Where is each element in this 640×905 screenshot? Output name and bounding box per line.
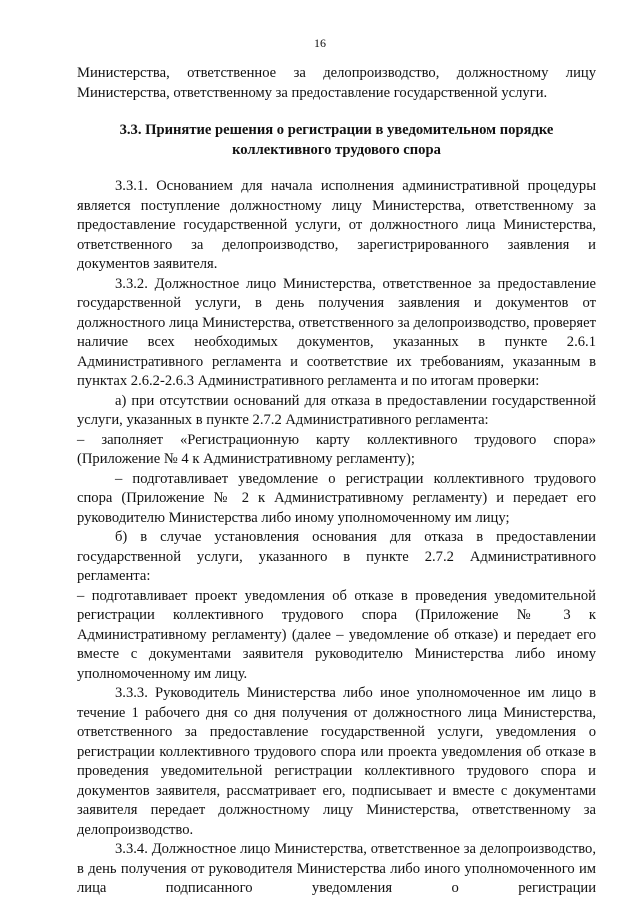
- paragraph-dash-fill-card: – заполняет «Регистрационную карту коллективного трудового спора» (Приложение № 4 к Административному регламенту);: [77, 431, 596, 467]
- section-heading-line-1: 3.3. Принятие решения о регистрации в уведомительном порядке: [119, 122, 554, 138]
- paragraph-dash-prepare-notice: – подготавливает уведомление о регистрации коллективного трудового спора (Приложение № 2 к Административному регламенту) и передает его руководителю Министерства либо иному уполномоченному им лицу;: [77, 470, 596, 526]
- page-number: 16: [314, 36, 326, 50]
- section-heading-line-2: коллективного трудового спора: [232, 141, 441, 158]
- paragraph-3-3-4: 3.3.4. Должностное лицо Министерства, ответственное за делопроизводство, в день получения от руководителя Министерства либо иного уполномоченного им лица подписанного уведомления о регистрации: [77, 841, 596, 896]
- paragraph-3-3-1: 3.3.1. Основанием для начала исполнения административной процедуры является поступление должностному лицу Министерства, ответственному за предоставление государственной услуги, от должностного лица Министерства, ответственного за делопроизводство, зарегистрированного заявления и документов заявителя.: [77, 178, 596, 272]
- paragraph-item-b: б) в случае установления основания для отказа в предоставлении государственной услуги, указанного в пункте 2.7.2 Административного регламента:: [77, 529, 596, 584]
- paragraph-dash-prepare-refusal: – подготавливает проект уведомления об отказе в проведения уведомительной регистрации коллективного трудового спора (Приложение № 3 к Административному регламенту) (далее – уведомление об отказе) и передает его вместе с документами заявителя руководителю Министерства либо иному уполномоченному им лицу.: [77, 587, 596, 682]
- paragraph-continuation: Министерства, ответственное за делопроизводство, должностному лицу Министерства, ответственному за предоставление государственной услуги.: [77, 65, 596, 101]
- section-heading: [77, 121, 596, 160]
- paragraph-item-a: а) при отсутствии оснований для отказа в предоставлении государственной услуги, указанных в пункте 2.7.2 Административного регламента:: [77, 392, 596, 428]
- document-body: [77, 64, 596, 899]
- paragraph-3-3-2: 3.3.2. Должностное лицо Министерства, ответственное за предоставление государственной услуги, в день получения заявления и документов от должностного лица Министерства, ответственного за делопроизводство, проверяет наличие всех необходимых документов, указанных в пункте 2.6.1 Административного регламента и соответствие их требованиям, указанным в пунктах 2.6.2-2.6.3 Административного регламента и по итогам проверки:: [77, 275, 596, 389]
- paragraph-3-3-3: 3.3.3. Руководитель Министерства либо иное уполномоченное им лицо в течение 1 рабочего дня со дня получения от должностного лица Министерства, ответственного за предоставление государственной услуги, уведомления о регистрации коллективного трудового спора или проекта уведомления об отказе в проведения уведомительной регистрации коллективного трудового спора и документов заявителя, рассматривает его, подписывает и вместе с документами заявителя передает должностному лицу Министерства, ответственному за делопроизводство.: [77, 685, 596, 838]
